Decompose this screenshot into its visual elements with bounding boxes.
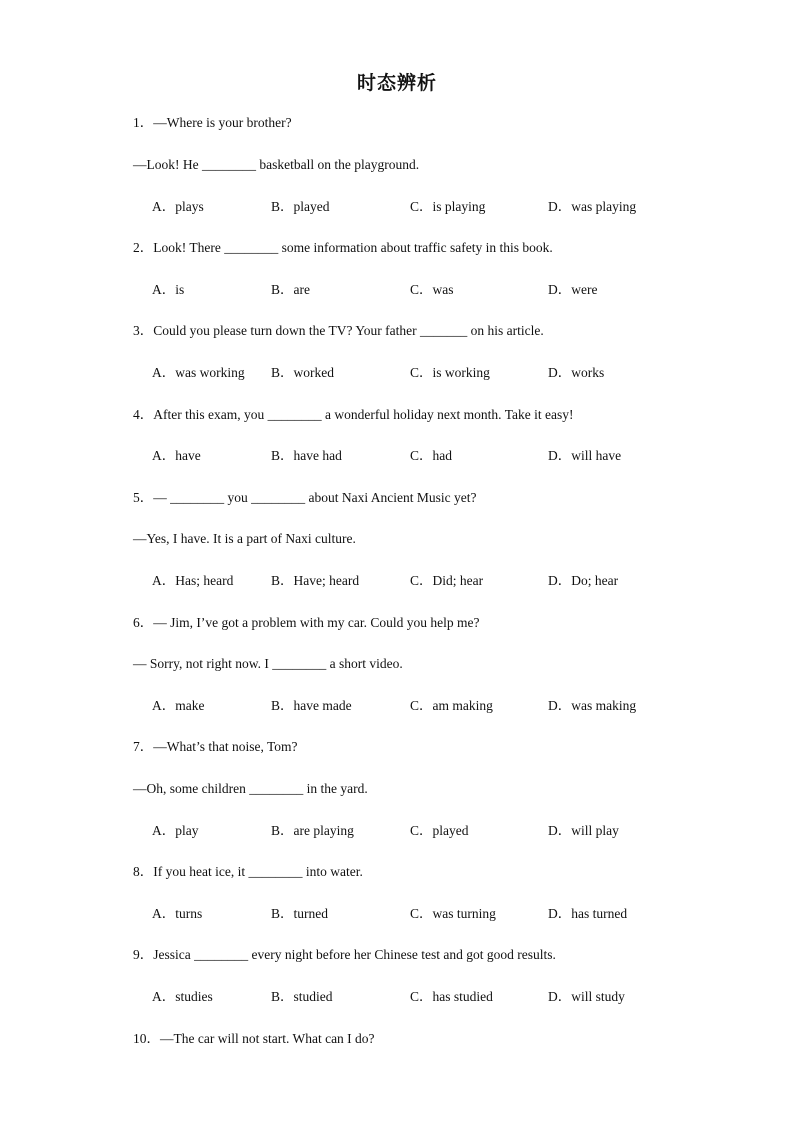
question-4-options	[0, 447, 794, 465]
question-7-prompt: 7．—What’s that noise, Tom?	[133, 739, 298, 754]
option-a: A．have	[152, 448, 201, 463]
question-4-prompt: 4．After this exam, you ________ a wonderful holiday next month. Take it easy!	[133, 407, 574, 422]
option-c: C．Did; hear	[410, 573, 484, 588]
option-a: A．was working	[152, 365, 245, 380]
page-title: 时态辨析	[356, 72, 437, 94]
question-9-prompt: 9．Jessica ________ every night before her Chinese test and got good results.	[133, 947, 556, 962]
option-d: D．will study	[548, 989, 625, 1004]
question-7-prompt-line-2: —Oh, some children ________ in the yard.	[133, 781, 368, 796]
question-1-prompt-line-2: —Look! He ________ basketball on the playground.	[133, 157, 420, 172]
question-2-prompt: 2．Look! There ________ some information about traffic safety in this book.	[133, 240, 553, 255]
option-d: D．was playing	[548, 199, 637, 214]
option-a: A．plays	[152, 199, 204, 214]
option-b: B．are	[271, 282, 310, 297]
option-b: B．studied	[271, 989, 333, 1004]
option-b: B．have made	[271, 698, 352, 713]
option-b: B．played	[271, 199, 330, 214]
question-6-options	[0, 697, 794, 715]
option-c: C．had	[410, 448, 452, 463]
option-c: C．has studied	[410, 989, 493, 1004]
option-b: B．turned	[271, 906, 328, 921]
option-b: B．worked	[271, 365, 334, 380]
option-d: D．has turned	[548, 906, 628, 921]
option-c: C．is playing	[410, 199, 486, 214]
option-a: A．Has; heard	[152, 573, 234, 588]
question-1-options	[0, 198, 794, 216]
question-10-prompt: 10．—The car will not start. What can I do?	[133, 1031, 375, 1046]
question-5-prompt: 5．— ________ you ________ about Naxi Ancient Music yet?	[133, 490, 477, 505]
option-d: D．were	[548, 282, 598, 297]
option-a: A．make	[152, 698, 205, 713]
option-a: A．studies	[152, 989, 213, 1004]
question-8-options	[0, 905, 794, 923]
question-5-options	[0, 572, 794, 590]
question-8-prompt: 8．If you heat ice, it ________ into water.	[133, 864, 363, 879]
option-d: D．Do; hear	[548, 573, 619, 588]
option-a: A．play	[152, 823, 199, 838]
question-6-prompt-line-2: — Sorry, not right now. I ________ a short video.	[133, 656, 403, 671]
question-9-options	[0, 988, 794, 1006]
option-a: A．turns	[152, 906, 203, 921]
question-5-prompt-line-2: —Yes, I have. It is a part of Naxi culture.	[133, 531, 356, 546]
option-c: C．is working	[410, 365, 490, 380]
option-d: D．will have	[548, 448, 622, 463]
option-a: A．is	[152, 282, 185, 297]
option-d: D．will play	[548, 823, 619, 838]
option-b: B．are playing	[271, 823, 354, 838]
question-3-options	[0, 364, 794, 382]
question-2-options	[0, 281, 794, 299]
option-c: C．was	[410, 282, 454, 297]
option-b: B．Have; heard	[271, 573, 360, 588]
option-b: B．have had	[271, 448, 342, 463]
question-6-prompt: 6．— Jim, I’ve got a problem with my car. Could you help me?	[133, 615, 480, 630]
option-c: C．was turning	[410, 906, 496, 921]
option-c: C．am making	[410, 698, 493, 713]
option-d: D．was making	[548, 698, 637, 713]
question-3-prompt: 3．Could you please turn down the TV? Your father _______ on his article.	[133, 323, 544, 338]
question-7-options	[0, 822, 794, 840]
option-d: D．works	[548, 365, 605, 380]
question-1-prompt: 1．—Where is your brother?	[133, 115, 292, 130]
option-c: C．played	[410, 823, 469, 838]
